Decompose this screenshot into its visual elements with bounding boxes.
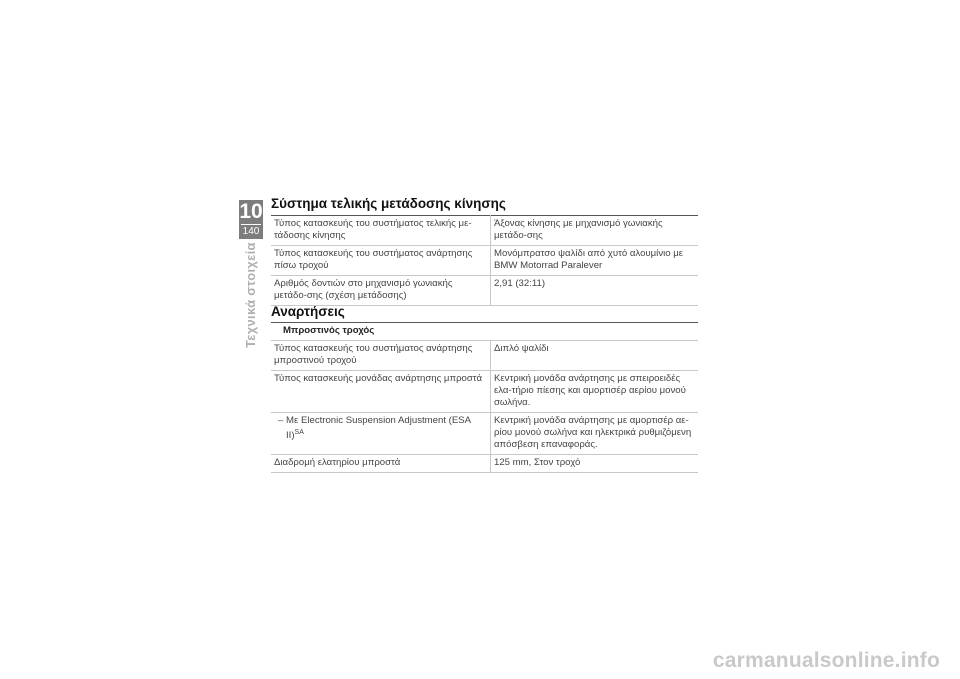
- suspension-table: [271, 322, 698, 473]
- table-row: [271, 246, 698, 276]
- row-value: 125 mm, Στον τροχό: [491, 455, 699, 473]
- special-accessory-mark: SA: [294, 429, 304, 436]
- page-number: 140: [242, 226, 260, 237]
- esa-item: [274, 415, 487, 442]
- row-label: Τύπος κατασκευής του συστήματος ανάρτησης πίσω τροχού: [271, 246, 491, 276]
- table-row: [271, 276, 698, 306]
- row-value: Κεντρική μονάδα ανάρτησης με σπειροειδές ελα-τήριο πίεσης και αμορτισέρ αερίου μονού σωλήνα.: [491, 371, 699, 413]
- row-value: Μονόμπρατσο ψαλίδι από χυτό αλουμίνιο με BMW Motorrad Paralever: [491, 246, 699, 276]
- row-label-esa: [271, 413, 491, 455]
- watermark: carmanualsonline.info: [712, 649, 940, 672]
- table-row: [271, 371, 698, 413]
- row-value: Κεντρική μονάδα ανάρτησης με αμορτισέρ αε-ρίου μονού σωλήνα και ηλεκτρικά ρυθμιζόμενη απόσβεση επαναφοράς.: [491, 413, 699, 455]
- row-label: Αριθμός δοντιών στο μηχανισμό γωνιακής μετάδο-σης (σχέση μετάδοσης): [271, 276, 491, 306]
- dash-marker: –: [278, 415, 284, 426]
- row-label: Τύπος κατασκευής του συστήματος τελικής με-τάδοσης κίνησης: [271, 216, 491, 246]
- row-value: Διπλό ψαλίδι: [491, 341, 699, 371]
- row-label: Διαδρομή ελατηρίου μπροστά: [271, 455, 491, 473]
- table-row: [271, 413, 698, 455]
- table-row: [271, 341, 698, 371]
- table-row: [271, 455, 698, 473]
- chapter-tab: [239, 200, 263, 239]
- row-label: Τύπος κατασκευής του συστήματος ανάρτησης μπροστινού τροχού: [271, 341, 491, 371]
- final-drive-table: [271, 215, 698, 306]
- section-heading-suspension: Αναρτήσεις: [271, 304, 345, 319]
- chapter-title-vertical: [241, 242, 261, 348]
- esa-label: Με Electronic Suspension Adjustment (ESA II): [286, 415, 471, 442]
- table-subheading: Μπροστινός τροχός: [271, 323, 698, 341]
- table-row: [271, 216, 698, 246]
- row-value: Άξονας κίνησης με μηχανισμό γωνιακής μετάδο-σης: [491, 216, 699, 246]
- row-label: Τύπος κατασκευής μονάδας ανάρτησης μπροστά: [271, 371, 491, 413]
- section-heading-final-drive: Σύστημα τελικής μετάδοσης κίνησης: [271, 196, 506, 211]
- table-subheading-row: [271, 323, 698, 341]
- chapter-number: 10: [239, 200, 263, 223]
- row-value: 2,91 (32:11): [491, 276, 699, 306]
- chapter-title-text: Τεχνικά στοιχεία: [243, 242, 258, 348]
